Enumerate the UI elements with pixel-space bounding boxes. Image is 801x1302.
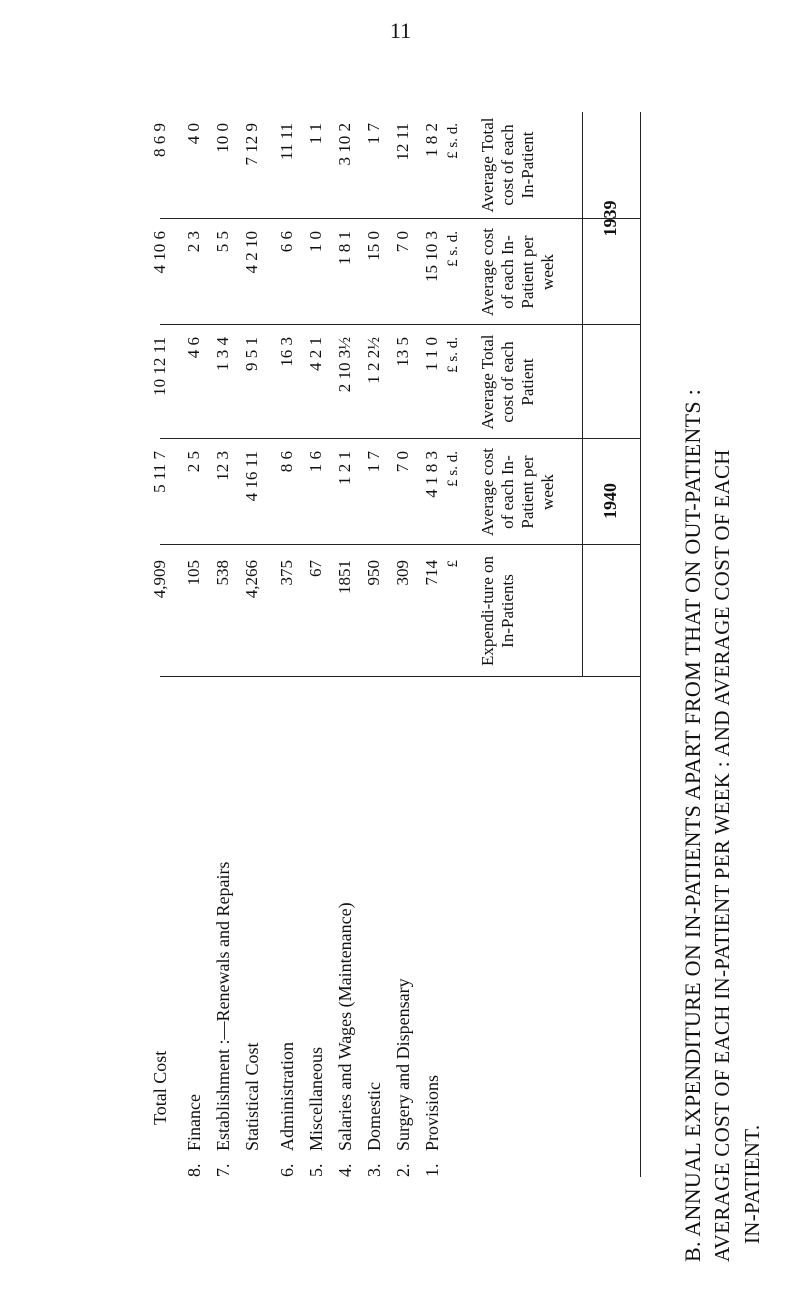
cell-total-1940: 4 6	[184, 337, 203, 359]
row-number: 6.	[277, 1163, 297, 1177]
cell-total-1940: 13 5	[393, 337, 412, 367]
year-1940: 1940	[600, 483, 620, 519]
cell-total-1939: 4 0	[184, 123, 203, 145]
cell-expenditure: 375	[277, 560, 296, 586]
cell-week-1940: 2 5	[184, 451, 203, 473]
cell-week-1939: 7 0	[393, 231, 412, 253]
cell-total-1939: 11 11	[277, 123, 296, 160]
cell-week-1940: 12 3	[213, 451, 232, 481]
unit-psd: £ s. d.	[445, 337, 461, 373]
cell-total-1940: 1 3 4	[213, 337, 232, 371]
year-divider	[582, 112, 583, 677]
cell-total-1940: 9 5 1	[242, 337, 261, 371]
row-label: Domestic	[364, 1082, 384, 1151]
cell-expenditure: 1851	[335, 560, 354, 594]
cell-total-1939: 1 1	[306, 123, 325, 145]
row-label: Statistical Cost	[242, 1042, 262, 1151]
cell-week-1940: 4 16 11	[242, 451, 261, 502]
unit-pound: £	[445, 560, 461, 568]
column-rule	[160, 218, 640, 219]
unit-psd: £ s. d.	[445, 231, 461, 267]
cell-week-1939: 1 8 1	[335, 231, 354, 265]
cell-expenditure: 4,266	[242, 560, 261, 599]
cell-week-1939: 1 0	[306, 231, 325, 253]
cell-week-1939: 5 5	[213, 231, 232, 253]
expenditure-table	[150, 112, 640, 1177]
cell-week-1940: 1 2 1	[335, 451, 354, 485]
cell-total-1939: 1 7	[364, 123, 383, 145]
row-label: Provisions	[422, 1074, 442, 1151]
heading-line-3: IN-PATIENT.	[740, 1124, 764, 1244]
row-number: 4.	[335, 1163, 355, 1177]
cell-expenditure: 714	[422, 560, 441, 586]
page-number: 11	[389, 18, 412, 43]
column-rule	[160, 676, 640, 677]
cell-week-1940: 1 7	[364, 451, 383, 473]
cell-week-1940: 7 0	[393, 451, 412, 473]
row-number: 1.	[422, 1163, 442, 1177]
row-label: Miscellaneous	[306, 1047, 326, 1151]
row-number: 7.	[213, 1163, 233, 1177]
cell-week-1939: 15 0	[364, 231, 383, 261]
row-number: 3.	[364, 1163, 384, 1177]
cell-week-1939: 15 10 3	[422, 231, 441, 282]
row-number: 2.	[393, 1163, 413, 1177]
heading-line-1: B. ANNUAL EXPENDITURE ON IN-PATIENTS APART FROM THAT ON OUT-PATIENTS :	[680, 388, 705, 1262]
row-label: Surgery and Dispensary	[393, 978, 413, 1151]
column-rule	[160, 544, 640, 545]
column-rule	[160, 438, 640, 439]
cell-total-1939: 8 6 9	[150, 123, 169, 157]
row-label: Establishment :—Renewals and Repairs	[213, 861, 233, 1151]
column-rule	[160, 324, 640, 325]
cell-expenditure: 950	[364, 560, 383, 586]
cell-total-1940: 2 10 3½	[335, 337, 354, 393]
cell-week-1940: 8 6	[277, 451, 296, 473]
row-label: Total Cost	[150, 1050, 170, 1125]
cell-total-1940: 10 12 11	[150, 337, 169, 396]
cell-total-1939: 12 11	[393, 123, 412, 161]
cell-total-1940: 1 1 0	[422, 337, 441, 371]
row-label: Administration	[277, 1042, 297, 1151]
cell-total-1940: 16 3	[277, 337, 296, 367]
cell-expenditure: 67	[306, 560, 325, 577]
col-total-1939-header: Average Total cost of each In-Patient	[478, 117, 537, 213]
row-number: 5.	[306, 1163, 326, 1177]
col-week-1939-header: Average cost of each In-Patient per week	[478, 228, 557, 316]
cell-total-1940: 4 2 1	[306, 337, 325, 371]
cell-expenditure: 538	[213, 560, 232, 586]
cell-expenditure: 105	[184, 560, 203, 586]
cell-total-1939: 1 8 2	[422, 123, 441, 157]
unit-psd: £ s. d.	[445, 451, 461, 487]
col-total-1940-header: Average Total cost of each Patient	[478, 334, 537, 430]
cell-total-1940: 1 2 2½	[364, 337, 383, 384]
unit-psd: £ s. d.	[445, 123, 461, 159]
col-week-1940-header: Average cost of each In-Patient per week	[478, 448, 557, 536]
row-number: 8.	[184, 1163, 204, 1177]
table-edge	[640, 112, 641, 1177]
heading-line-2: AVERAGE COST OF EACH IN-PATIENT PER WEEK : AND AVERAGE COST OF EACH	[710, 449, 734, 1262]
cell-total-1939: 10 0	[213, 123, 232, 153]
cell-week-1940: 5 11 7	[150, 451, 169, 493]
year-1939: 1939	[600, 200, 620, 237]
row-label: Salaries and Wages (Maintenance)	[335, 902, 355, 1151]
cell-week-1940: 4 1 8 3	[422, 451, 441, 498]
cell-expenditure: 4,909	[150, 560, 169, 599]
row-label: Finance	[184, 1094, 204, 1151]
cell-expenditure: 309	[393, 560, 412, 586]
col-expenditure-header: Expendi-ture on In-Patients	[478, 556, 517, 666]
cell-week-1939: 4 10 6	[150, 231, 169, 274]
cell-week-1939: 2 3	[184, 231, 203, 253]
cell-week-1939: 6 6	[277, 231, 296, 253]
cell-week-1940: 1 6	[306, 451, 325, 473]
cell-total-1939: 3 10 2	[335, 123, 354, 166]
cell-week-1939: 4 2 10	[242, 231, 261, 274]
cell-total-1939: 7 12 9	[242, 123, 261, 166]
